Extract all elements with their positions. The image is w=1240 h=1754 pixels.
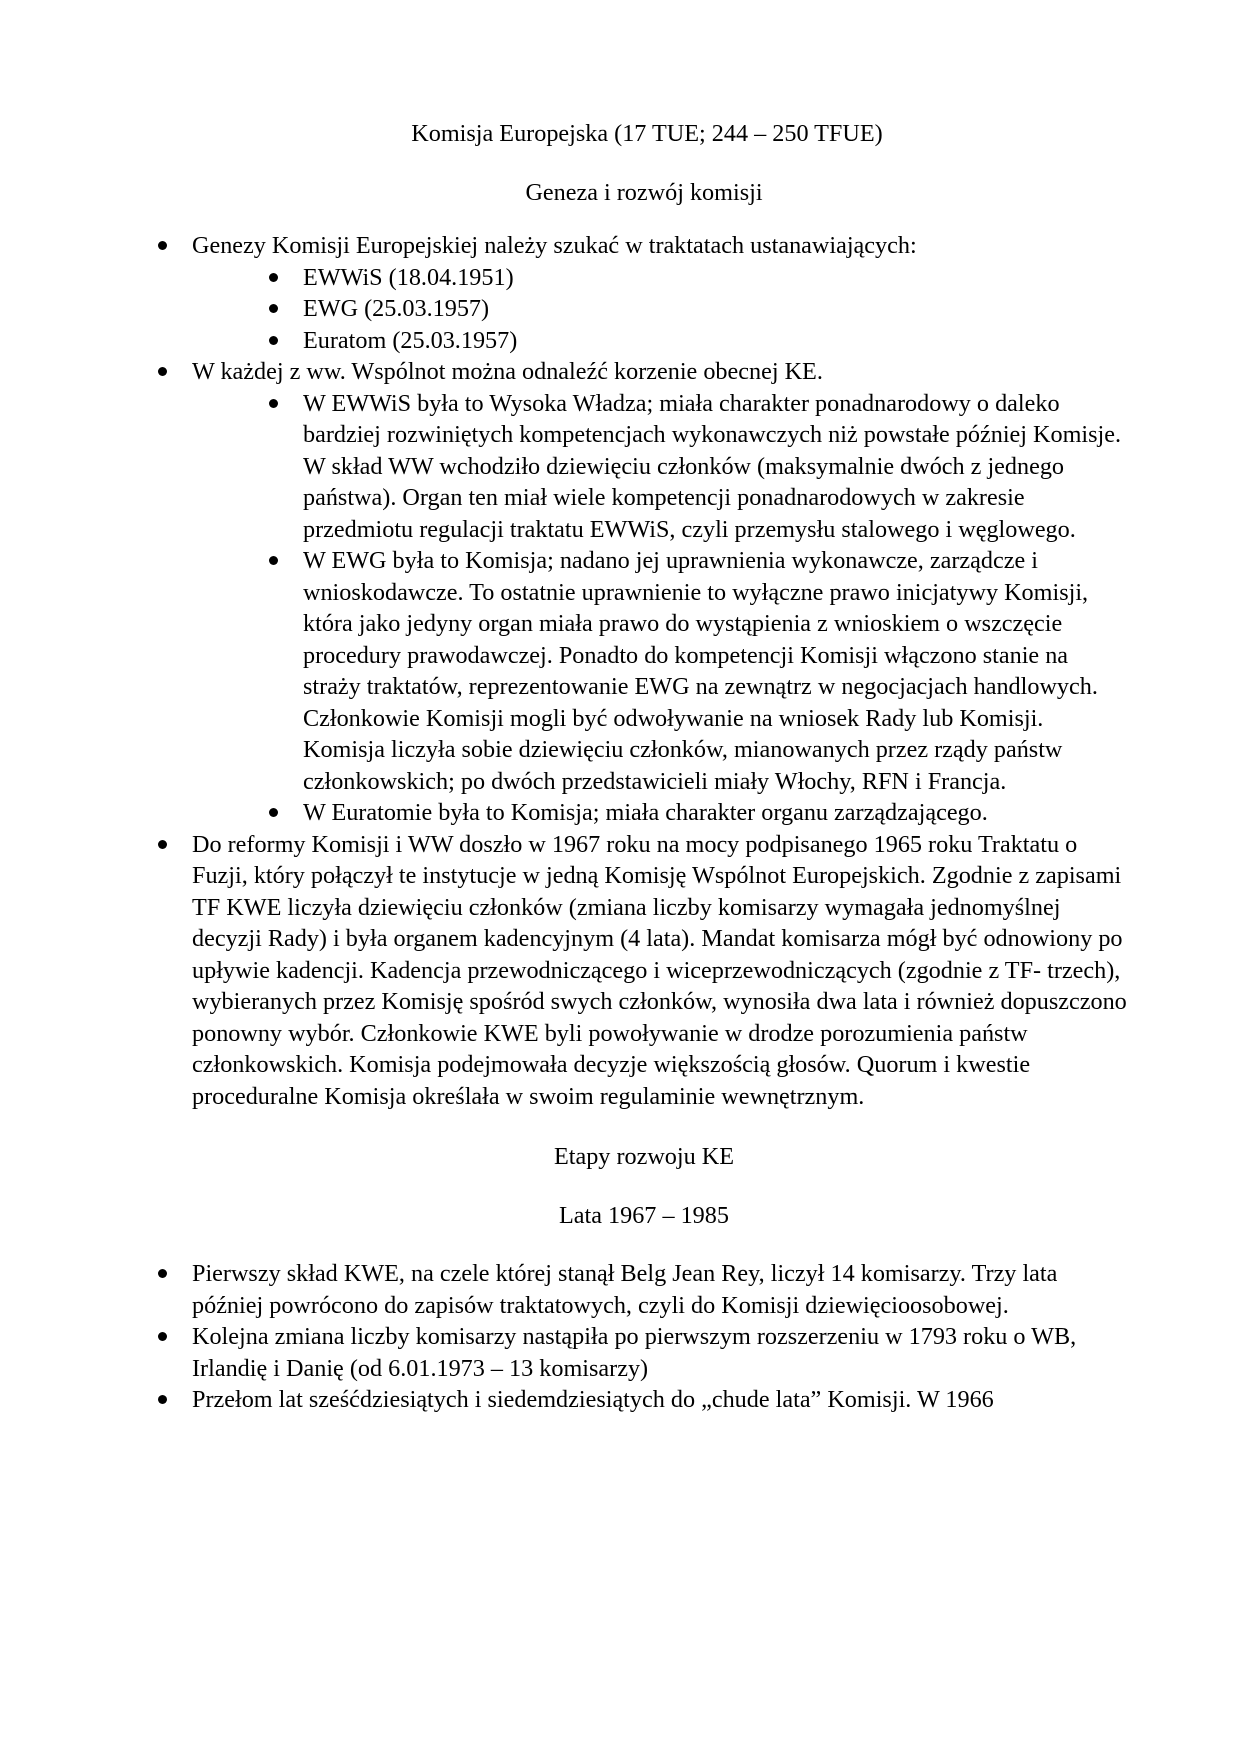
section-title-stages: Etapy rozwoju KE (553, 1143, 734, 1170)
section-title-genesis: Geneza i rozwój komisji (525, 178, 763, 206)
sub-list-item: EWWiS (18.04.1951) (269, 262, 1130, 294)
sub-list-item: W EWWiS była to Wysoka Władza; miała charakter ponadnarodowy o daleko bardziej rozwiniętych kompetencjach wykonawczych niż powstałe później Komisje. W skład WW wchodziło dziewięciu członków (maksymalnie dwóch z jednego państwa). Organ ten miał wiele kompetencji ponadnarodowych w zakresie przedmiotu regulacji traktatu EWWiS, czyli przemysłu stalowego i węglowego. (269, 388, 1130, 546)
list-item (158, 230, 1130, 356)
list-item (158, 829, 1130, 1113)
sub-bullet-list (269, 388, 1130, 829)
sub-list-item: EWG (25.03.1957) (269, 293, 1130, 325)
list-item-text: W każdej z ww. Wspólnot można odnaleźć korzenie obecnej KE. (192, 358, 823, 385)
bullet-list-genesis (158, 230, 1130, 1112)
list-item: Przełom lat sześćdziesiątych i siedemdziesiątych do „chude lata” Komisji. W 1966 (158, 1384, 1130, 1416)
document-title: Komisja Europejska (17 TUE; 244 – 250 TFUE) (411, 120, 883, 147)
sub-list-item: Euratom (25.03.1957) (269, 325, 1130, 357)
sub-list-item: W Euratomie była to Komisja; miała charakter organu zarządzającego. (269, 797, 1130, 829)
sub-bullet-list (269, 262, 1130, 357)
list-item: Pierwszy skład KWE, na czele której stanął Belg Jean Rey, liczył 14 komisarzy. Trzy lata później powrócono do zapisów traktatowych, czyli do Komisji dziewięcioosobowej. (158, 1258, 1130, 1321)
list-item: Kolejna zmiana liczby komisarzy nastąpiła po pierwszym rozszerzeniu w 1793 roku o WB, Irlandię i Danię (od 6.01.1973 – 13 komisarzy) (158, 1321, 1130, 1384)
sub-list-item: W EWG była to Komisja; nadano jej uprawnienia wykonawcze, zarządcze i wnioskodawcze. To ostatnie uprawnienie to wyłączne prawo inicjatywy Komisji, która jako jedyny organ miała prawo do wystąpienia z wnioskiem o wszczęcie procedury prawodawczej. Ponadto do kompetencji Komisji włączono stanie na straży traktatów, reprezentowanie EWG na zewnątrz w negocjacjach handlowych. Członkowie Komisji mogli być odwoływanie na wniosek Rady lub Komisji. Komisja liczyła sobie dziewięciu członków, mianowanych przez rządy państw członkowskich; po dwóch przedstawicieli miały Włochy, RFN i Francja. (269, 545, 1130, 797)
list-item (158, 356, 1130, 829)
list-item-text: Genezy Komisji Europejskiej należy szukać w traktatach ustanawiających: (192, 232, 917, 259)
bullet-list-stages (158, 1258, 1130, 1416)
section-title-years: Lata 1967 – 1985 (559, 1201, 729, 1229)
list-item-text: Do reformy Komisji i WW doszło w 1967 roku na mocy podpisanego 1965 roku Traktatu o Fuzji, który połączył te instytucje w jedną Komisję Wspólnot Europejskich. Zgodnie z zapisami TF KWE liczyła dziewięciu członków (zmiana liczby komisarzy wymagała jednomyślnej decyzji Rady) i była organem kadencyjnym (4 lata). Mandat komisarza mógł być odnowiony po upływie kadencji. Kadencja przewodniczącego i wiceprzewodniczących (zgodnie z TF- trzech), wybieranych przez Komisję spośród swych członków, wynosiła dwa lata i również dopuszczono ponowny wybór. Członkowie KWE byli powoływanie w drodze porozumienia państw członkowskich. Komisja podejmowała decyzje większością głosów. Quorum i kwestie proceduralne Komisja określała w swoim regulaminie wewnętrznym. (192, 830, 1127, 1110)
